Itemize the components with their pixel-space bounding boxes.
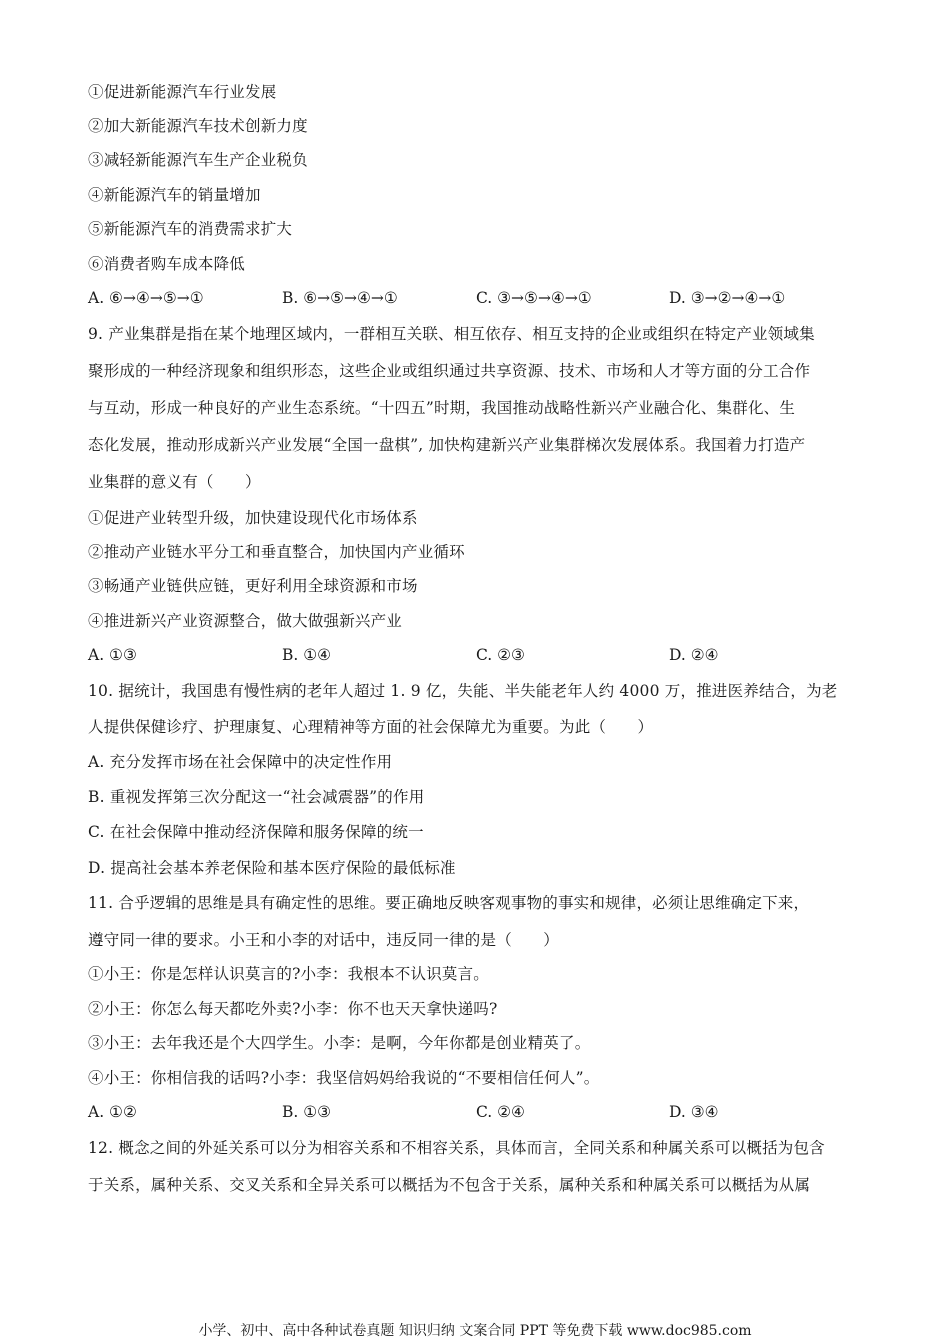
q11-item-3: ③小王：去年我还是个大四学生。小李：是啊，今年你都是创业精英了。 <box>88 1034 591 1052</box>
q11-stem-1: 11. 合乎逻辑的思维是具有确定性的思维。要正确地反映客观事物的事实和规律，必须让思维确定下来， <box>88 894 810 912</box>
q8-option-a: A. ⑥→④→⑤→① <box>88 289 204 307</box>
q9-option-a: A. ①③ <box>88 646 137 664</box>
q10-option-c: C. 在社会保障中推动经济保障和服务保障的统一 <box>88 823 424 841</box>
q11-option-b: B. ①③ <box>282 1103 332 1121</box>
q10-option-d: D. 提高社会基本养老保险和基本医疗保险的最低标准 <box>88 859 456 877</box>
q8-option-d: D. ③→②→④→① <box>669 289 786 307</box>
q8-item-1: ①促进新能源汽车行业发展 <box>88 83 277 101</box>
q9-stem-4: 态化发展，推动形成新兴产业发展“全国一盘棋”, 加快构建新兴产业集群梯次发展体系。我国着力打造产 <box>88 436 806 454</box>
q10-stem-1: 10. 据统计，我国患有慢性病的老年人超过 1. 9 亿，失能、半失能老年人约 4000 万，推进医养结合，为老 <box>88 682 838 700</box>
q10-stem-2: 人提供保健诊疗、护理康复、心理精神等方面的社会保障尤为重要。为此（ ） <box>88 718 654 736</box>
q11-item-4: ④小王：你相信我的话吗?小李：我坚信妈妈给我说的“不要相信任何人”。 <box>88 1069 600 1087</box>
q9-stem-5: 业集群的意义有（ ） <box>88 473 261 491</box>
q8-option-c: C. ③→⑤→④→① <box>476 289 592 307</box>
q9-item-4: ④推进新兴产业资源整合，做大做强新兴产业 <box>88 612 403 630</box>
q11-item-2: ②小王：你怎么每天都吃外卖?小李：你不也天天拿快递吗? <box>88 1000 498 1018</box>
q8-item-6: ⑥消费者购车成本降低 <box>88 255 246 273</box>
q12-stem-1: 12. 概念之间的外延关系可以分为相容关系和不相容关系，具体而言，全同关系和种属关系可以概括为包含 <box>88 1139 825 1157</box>
q11-option-a: A. ①② <box>88 1103 137 1121</box>
q8-item-5: ⑤新能源汽车的消费需求扩大 <box>88 220 293 238</box>
q10-option-a: A. 充分发挥市场在社会保障中的决定性作用 <box>88 753 393 771</box>
q10-option-b: B. 重视发挥第三次分配这一“社会减震器”的作用 <box>88 788 425 806</box>
q8-item-3: ③减轻新能源汽车生产企业税负 <box>88 151 308 169</box>
q8-item-4: ④新能源汽车的销量增加 <box>88 186 261 204</box>
q9-item-2: ②推动产业链水平分工和垂直整合，加快国内产业循环 <box>88 543 465 561</box>
q9-stem-2: 聚形成的一种经济现象和组织形态，这些企业或组织通过共享资源、技术、市场和人才等方面的分工合作 <box>88 362 811 380</box>
q9-stem-3: 与互动，形成一种良好的产业生态系统。“十四五”时期，我国推动战略性新兴产业融合化、集群化、生 <box>88 399 796 417</box>
q9-option-b: B. ①④ <box>282 646 332 664</box>
q11-item-1: ①小王：你是怎样认识莫言的?小李：我根本不认识莫言。 <box>88 965 490 983</box>
q11-option-d: D. ③④ <box>669 1103 719 1121</box>
q12-stem-2: 于关系，属种关系、交叉关系和全异关系可以概括为不包含于关系，属种关系和种属关系可以概括为从属 <box>88 1176 811 1194</box>
q8-option-b: B. ⑥→⑤→④→① <box>282 289 398 307</box>
q9-option-c: C. ②③ <box>476 646 525 664</box>
q11-option-c: C. ②④ <box>476 1103 525 1121</box>
page-footer: 小学、初中、高中各种试卷真题 知识归纳 文案合同 PPT 等免费下载 www.doc985.com <box>198 1323 752 1339</box>
q9-item-3: ③畅通产业链供应链，更好利用全球资源和市场 <box>88 577 418 595</box>
q11-stem-2: 遵守同一律的要求。小王和小李的对话中，违反同一律的是（ ） <box>88 931 560 949</box>
q8-item-2: ②加大新能源汽车技术创新力度 <box>88 117 308 135</box>
q9-item-1: ①促进产业转型升级，加快建设现代化市场体系 <box>88 509 418 527</box>
q9-stem-1: 9. 产业集群是指在某个地理区域内，一群相互关联、相互依存、相互支持的企业或组织在特定产业领域集 <box>88 325 815 343</box>
q9-option-d: D. ②④ <box>669 646 719 664</box>
